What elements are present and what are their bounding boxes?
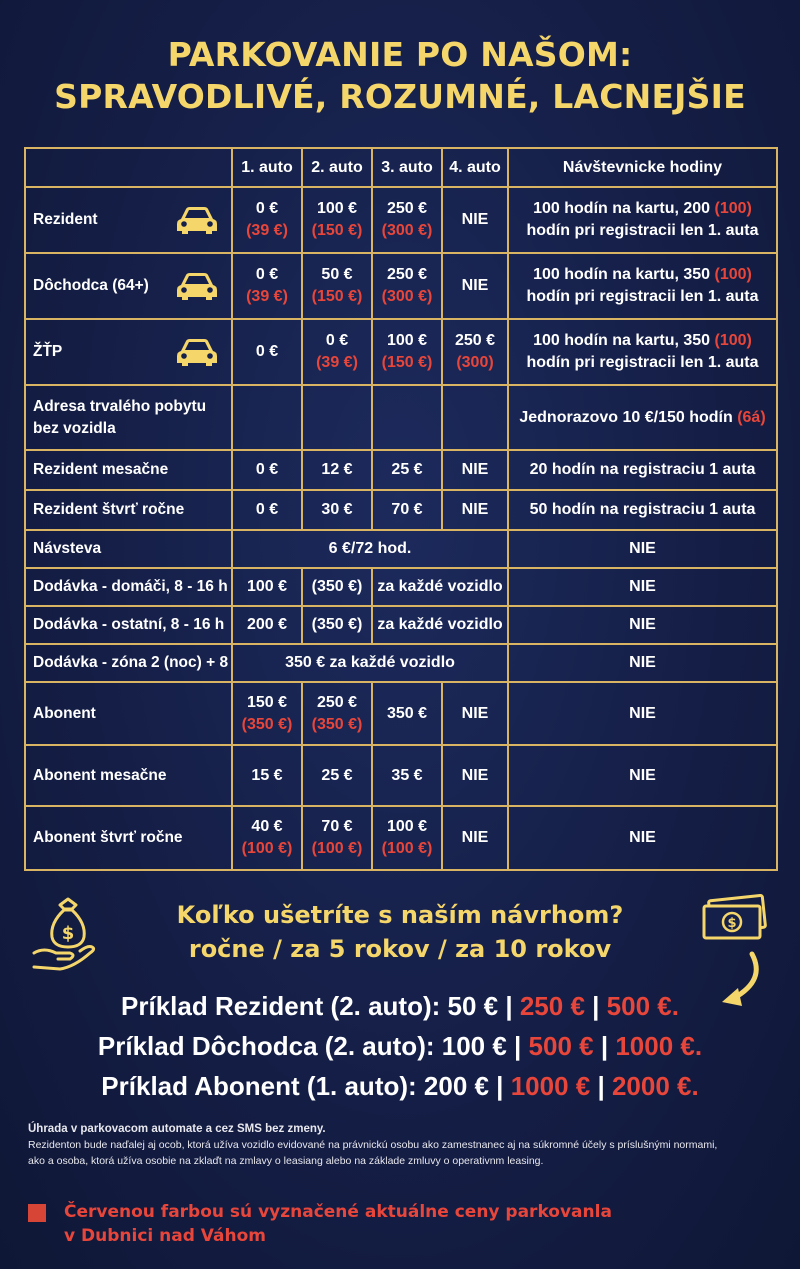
cell: 100 € (150 €) <box>302 187 372 253</box>
cell-visit: 20 hodín na registraciu 1 auta <box>508 450 777 490</box>
cell: 100 € (100 €) <box>372 806 442 870</box>
cell: 0 € <box>232 490 302 530</box>
legend <box>28 1200 612 1248</box>
savings-question-2: ročne / za 5 rokov / za 10 rokov <box>188 935 612 963</box>
cell-merged: za každé vozidlo <box>372 606 508 644</box>
cell-visit: Jednorazovo 10 €/150 hodín (6á) <box>508 385 777 450</box>
row-label: Dodávka - zóna 2 (noc) + 8 <box>25 644 232 682</box>
row-label: Abonent <box>25 682 232 745</box>
cell: 0 € (39 €) <box>302 319 372 385</box>
table-row <box>25 385 777 450</box>
examples-block <box>0 986 800 1106</box>
row-label: Abonent štvrť ročne <box>25 806 232 870</box>
table-row <box>25 450 777 490</box>
cell-merged: 350 € za každé vozidlo <box>232 644 508 682</box>
footnote-detail-2: ako a osoba, ktorá užíva osobie na zklaďt na zmlavy o leasiang alebo na základe zmluvy o operativnm leasing. <box>28 1155 544 1167</box>
row-label: Abonent mesačne <box>25 745 232 806</box>
cell: 250 € (350 €) <box>302 682 372 745</box>
cell: NIE <box>442 682 508 745</box>
cell-merged: za každé vozidlo <box>372 568 508 606</box>
row-label: Rezident štvrť ročne <box>25 490 232 530</box>
cell <box>372 385 442 450</box>
cell: 0 € <box>232 319 302 385</box>
cell-visit: NIE <box>508 644 777 682</box>
cell: 25 € <box>372 450 442 490</box>
table-row <box>25 606 777 644</box>
table-row <box>25 806 777 870</box>
cell: 150 € (350 €) <box>232 682 302 745</box>
cell: 70 € (100 €) <box>302 806 372 870</box>
car-icon <box>175 337 219 367</box>
cell-visit: 100 hodín na kartu, 350 (100) hodín pri registracii len 1. auta <box>508 319 777 385</box>
row-label: Adresa trvalého pobytu bez vozidla <box>25 385 232 450</box>
svg-text:$: $ <box>727 916 737 931</box>
cell-visit: NIE <box>508 606 777 644</box>
cell: NIE <box>442 253 508 319</box>
cell-visit: NIE <box>508 682 777 745</box>
money-bag-hand-icon <box>30 895 110 975</box>
cash-icon <box>700 894 770 944</box>
cell: NIE <box>442 806 508 870</box>
page-title <box>0 34 800 118</box>
row-label: Dodávka - domáči, 8 - 16 h <box>25 568 232 606</box>
cell-visit: NIE <box>508 745 777 806</box>
cell: 12 € <box>302 450 372 490</box>
cell: 0 € (39 €) <box>232 253 302 319</box>
cell: 100 € <box>232 568 302 606</box>
cell-visit: NIE <box>508 568 777 606</box>
cell: 0 € (39 €) <box>232 187 302 253</box>
header-visitor-hours: Návštevnicke hodiny <box>508 148 777 187</box>
title-line-1: PARKOVANIE PO NAŠOM: <box>167 35 633 74</box>
row-label: Rezident mesačne <box>25 450 232 490</box>
cell: 15 € <box>232 745 302 806</box>
cell: NIE <box>442 187 508 253</box>
cell: 50 € (150 €) <box>302 253 372 319</box>
row-label-text: ŽŤP <box>33 343 63 360</box>
cell: (350 €) <box>302 606 372 644</box>
row-label: Dodávka - ostatní, 8 - 16 h <box>25 606 232 644</box>
footnote-detail-1: Rezidenton bude naďalej aj ocob, ktorá užíva vozidlo evidované na právnickú osobu ako zamestnanec aj na súkromné účely s príslušnými normami, <box>28 1139 718 1151</box>
cell: 250 € (300 €) <box>372 187 442 253</box>
cell <box>442 385 508 450</box>
example-row: Príklad Rezident (2. auto): 50 € | 250 € | 500 €. <box>121 991 679 1021</box>
title-line-2: SPRAVODLIVÉ, ROZUMNÉ, LACNEJŠIE <box>54 77 746 116</box>
cell-visit: 100 hodín na kartu, 350 (100) hodín pri registracii len 1. auta <box>508 253 777 319</box>
table-row <box>25 644 777 682</box>
table-row <box>25 530 777 568</box>
table-row <box>25 253 777 319</box>
savings-question-1: Koľko ušetríte s naším návrhom? <box>176 901 624 929</box>
header-car-4: 4. auto <box>442 148 508 187</box>
legend-red-square <box>28 1204 46 1222</box>
cell: 70 € <box>372 490 442 530</box>
row-label <box>25 253 232 319</box>
cell: 25 € <box>302 745 372 806</box>
header-car-2: 2. auto <box>302 148 372 187</box>
header-empty <box>25 148 232 187</box>
table-row <box>25 319 777 385</box>
cell <box>302 385 372 450</box>
savings-heading <box>100 898 700 966</box>
cell: 200 € <box>232 606 302 644</box>
example-row: Príklad Abonent (1. auto): 200 € | 1000 € | 2000 €. <box>101 1071 699 1101</box>
cell: NIE <box>442 745 508 806</box>
legend-text: Červenou farbou sú vyznačené aktuálne ceny parkovanla v Dubnici nad Váhom <box>64 1202 612 1246</box>
header-car-3: 3. auto <box>372 148 442 187</box>
footnote-payment: Úhrada v parkovacom automate a cez SMS bez zmeny. <box>28 1123 326 1135</box>
table-row <box>25 745 777 806</box>
cell: NIE <box>442 450 508 490</box>
row-label-text: Rezident <box>33 211 98 228</box>
row-label-text: Dôchodca (64+) <box>33 277 149 294</box>
cell: 30 € <box>302 490 372 530</box>
example-row: Príklad Dôchodca (2. auto): 100 € | 500 € | 1000 €. <box>97 1031 703 1061</box>
svg-text:$: $ <box>61 923 75 944</box>
cell: 100 € (150 €) <box>372 319 442 385</box>
cell: 250 € (300 €) <box>372 253 442 319</box>
row-label <box>25 319 232 385</box>
cell: 250 € (300) <box>442 319 508 385</box>
footnote <box>28 1121 780 1169</box>
row-label: Návsteva <box>25 530 232 568</box>
cell: NIE <box>442 490 508 530</box>
cell-visit: 50 hodín na registraciu 1 auta <box>508 490 777 530</box>
row-label <box>25 187 232 253</box>
table-row <box>25 568 777 606</box>
cell: 35 € <box>372 745 442 806</box>
cell <box>232 385 302 450</box>
cell-visit: NIE <box>508 806 777 870</box>
cell-visit: NIE <box>508 530 777 568</box>
cell-merged: 6 €/72 hod. <box>232 530 508 568</box>
cell: 40 € (100 €) <box>232 806 302 870</box>
cell: 0 € <box>232 450 302 490</box>
table-row <box>25 187 777 253</box>
table-row <box>25 682 777 745</box>
header-car-1: 1. auto <box>232 148 302 187</box>
pricing-table <box>24 147 778 871</box>
table-row <box>25 490 777 530</box>
cell: 350 € <box>372 682 442 745</box>
cell-visit: 100 hodín na kartu, 200 (100) hodín pri registracii len 1. auta <box>508 187 777 253</box>
car-icon <box>175 205 219 235</box>
table-header-row <box>25 148 777 187</box>
cell: (350 €) <box>302 568 372 606</box>
car-icon <box>175 271 219 301</box>
